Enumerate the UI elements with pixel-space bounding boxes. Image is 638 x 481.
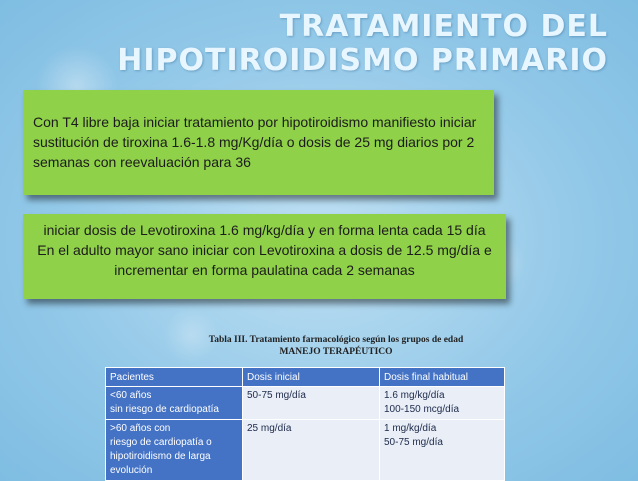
cell-text: 100-150 mcg/día [384,404,460,415]
treatment-table [105,367,505,481]
slide-title-line-2: HIPOTIROIDISMO PRIMARIO [117,43,608,78]
table-caption-subtitle: MANEJO TERAPÉUTICO [279,347,393,357]
cell-patients [106,387,243,420]
levothyroxine-dosing-text-1: iniciar dosis de Levotiroxina 1.6 mg/kg/día y en forma lenta cada 15 día [43,222,486,238]
column-header-patients: Pacientes [106,368,243,387]
levothyroxine-dosing-text-2: En el adulto mayor sano iniciar con Levotiroxina a dosis de 12.5 mg/día e incrementar en forma paulatina cada 2 semanas [37,242,492,278]
cell-patients [106,420,243,481]
column-header-final-dose: Dosis final habitual [380,368,505,387]
cell-text: >60 años con [110,423,171,434]
initial-treatment-box [23,90,494,195]
cell-final-dose [380,387,505,420]
cell-text: riesgo de cardiopatía o [110,437,212,448]
initial-treatment-text: Con T4 libre baja iniciar tratamiento por hipotiroidismo manifiesto iniciar sustitución de tiroxina 1.6-1.8 mg/Kg/día o dosis de 25 mg diarios por 2 semanas con reevaluación para 36 [33,114,477,170]
cell-text: 25 mg/día [247,423,292,434]
cell-initial-dose [243,387,380,420]
cell-text: 1 mg/kg/día [384,423,437,434]
cell-final-dose [380,420,505,481]
column-header-initial-dose: Dosis inicial [243,368,380,387]
slide-title [117,10,608,78]
cell-text: <60 años [110,390,152,401]
table-caption [160,334,512,358]
levothyroxine-dosing-box [23,214,506,299]
table-caption-title: Tabla III. Tratamiento farmacológico según los grupos de edad [208,335,464,345]
cell-initial-dose [243,420,380,481]
cell-text: hipotiroidismo de larga [110,451,211,462]
table-row [106,387,505,420]
cell-text: sin riesgo de cardiopatía [110,404,219,415]
cell-text: evolución [110,465,153,476]
cell-text: 50-75 mg/día [384,437,443,448]
cell-text: 1.6 mg/kg/día [384,390,445,401]
table-header-row [106,368,505,387]
cell-text: 50-75 mg/día [247,390,306,401]
slide-title-line-1: TRATAMIENTO DEL [279,9,608,44]
table-row [106,420,505,481]
